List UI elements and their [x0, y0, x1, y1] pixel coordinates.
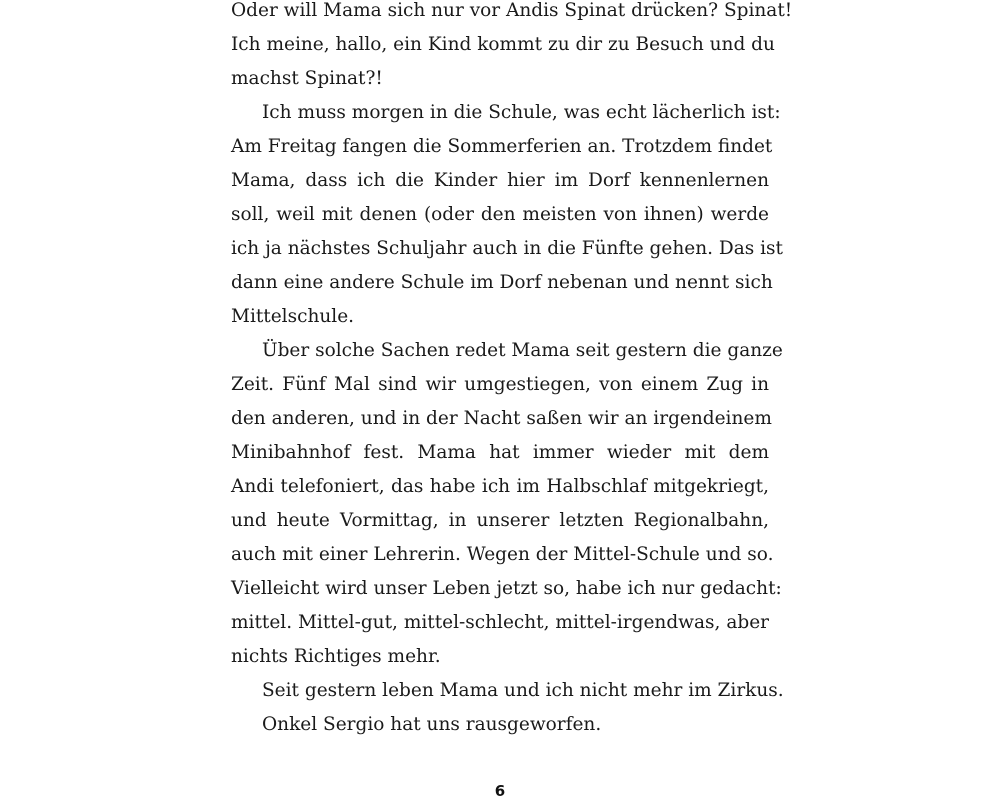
text-line: Seit gestern leben Mama und ich nicht mehr im Zirkus. [262, 680, 784, 701]
text-line: Mittelschule. [231, 306, 355, 327]
text-line: machst Spinat?! [231, 68, 383, 89]
text-line: mittel. Mittel-gut, mittel-schlecht, mittel-irgendwas, aber [231, 612, 769, 633]
text-line: nichts Richtiges mehr. [231, 646, 441, 667]
text-line: Mama, dass ich die Kinder hier im Dorf kennenlernen [231, 170, 769, 191]
page-number: 6 [494, 782, 506, 800]
paragraph-5 [231, 708, 769, 742]
text-line: Andi telefoniert, das habe ich im Halbschlaf mitgekriegt, [231, 476, 769, 497]
text-line: Zeit. Fünf Mal sind wir umgestiegen, von einem Zug in [231, 374, 769, 395]
body-text [231, 0, 793, 742]
text-line: Ich muss morgen in die Schule, was echt lächerlich ist: [262, 102, 781, 123]
text-line: Über solche Sachen redet Mama seit gestern die ganze [262, 340, 783, 361]
paragraph-2 [231, 96, 783, 334]
text-line: Ich meine, hallo, ein Kind kommt zu dir zu Besuch und du [231, 34, 775, 55]
paragraph-4 [231, 674, 784, 708]
text-line: Oder will Mama sich nur vor Andis Spinat drücken? Spinat! [231, 0, 793, 21]
text-line: Onkel Sergio hat uns rausgeworfen. [262, 714, 602, 735]
text-line: auch mit einer Lehrerin. Wegen der Mittel-Schule und so. [231, 544, 774, 565]
text-line: den anderen, und in der Nacht saßen wir an irgendeinem [231, 408, 772, 429]
text-line: Minibahnhof fest. Mama hat immer wieder mit dem [231, 442, 769, 463]
text-line: Am Freitag fangen die Sommerferien an. Trotzdem findet [231, 136, 773, 157]
text-line: soll, weil mit denen (oder den meisten von ihnen) werde [231, 204, 769, 225]
text-line: dann eine andere Schule im Dorf nebenan und nennt sich [231, 272, 773, 293]
text-line: und heute Vormittag, in unserer letzten Regionalbahn, [231, 510, 769, 531]
paragraph-1 [231, 0, 793, 96]
paragraph-3 [231, 334, 783, 674]
text-line: Vielleicht wird unser Leben jetzt so, habe ich nur gedacht: [231, 578, 782, 599]
text-line: ich ja nächstes Schuljahr auch in die Fünfte gehen. Das ist [231, 238, 783, 259]
